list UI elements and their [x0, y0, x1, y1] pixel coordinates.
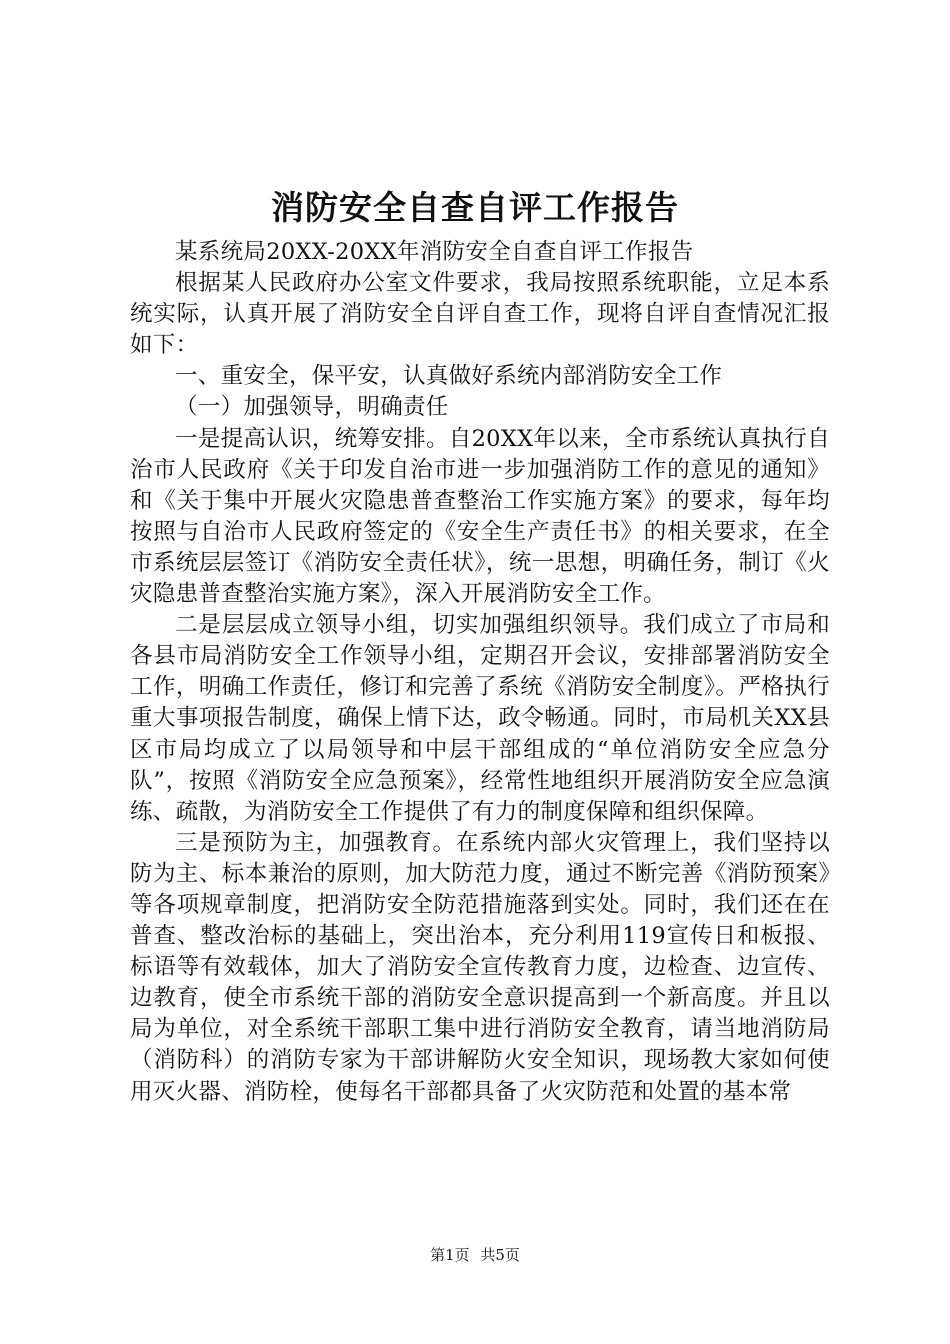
page-footer: [0, 1244, 950, 1266]
document-body: [130, 237, 830, 1108]
document-title: 消防安全自查自评工作报告: [271, 188, 679, 227]
page-total: 共5页: [480, 1246, 520, 1264]
paragraph-point-2: 二是层层成立领导小组，切实加强组织领导。我们成立了市局和各县市局消防安全工作领导小组，定期召开会议，安排部署消防安全工作，明确工作责任，修订和完善了系统《消防安全制度》。严格执行重大事项报告制度，确保上情下达，政令畅通。同时，市局机关XX县区市局均成立了以局领导和中层干部组成的“单位消防安全应急分队”，按照《消防安全应急预案》，经常性地组织开展消防安全应急演练、疏散，为消防安全工作提供了有力的制度保障和组织保障。: [130, 612, 830, 825]
page-number: 第1页: [430, 1246, 470, 1264]
subsection-heading-1: （一）加强领导，明确责任: [175, 394, 449, 421]
section-heading-1: 一、重安全，保平安，认真做好系统内部消防安全工作: [175, 363, 723, 390]
paragraph-point-1: 一是提高认识，统筹安排。自20XX年以来，全市系统认真执行自治市人民政府《关于印发自治市进一步加强消防工作的意见的通知》和《关于集中开展火灾隐患普查整治工作实施方案》的要求，每年均按照与自治市人民政府签定的《安全生产责任书》的相关要求，在全市系统层层签订《消防安全责任状》，统一思想，明确任务，制订《火灾隐患普查整治实施方案》，深入开展消防安全工作。: [130, 425, 830, 608]
paragraph-subtitle: 某系统局20XX-20XX年消防安全自查自评工作报告: [175, 239, 694, 265]
paragraph-intro: 根据某人民政府办公室文件要求，我局按照系统职能，立足本系统实际，认真开展了消防安全自评自查工作，现将自评自查情况汇报如下：: [130, 270, 830, 359]
paragraph-point-3: 三是预防为主，加强教育。在系统内部火灾管理上，我们坚持以防为主、标本兼治的原则，加大防范力度，通过不断完善《消防预案》等各项规章制度，把消防安全防范措施落到实处。同时，我们还在在普查、整改治标的基础上，突出治本，充分利用119宣传日和板报、标语等有效载体，加大了消防安全宣传教育力度，边检查、边宣传、边教育，使全市系统干部的消防安全意识提高到一个新高度。并且以局为单位，对全系统干部职工集中进行消防安全教育，请当地消防局（消防科）的消防专家为干部讲解防火安全知识，现场教大家如何使用灭火器、消防栓，使每名干部都具备了火灾防范和处置的基本常: [130, 829, 830, 1105]
